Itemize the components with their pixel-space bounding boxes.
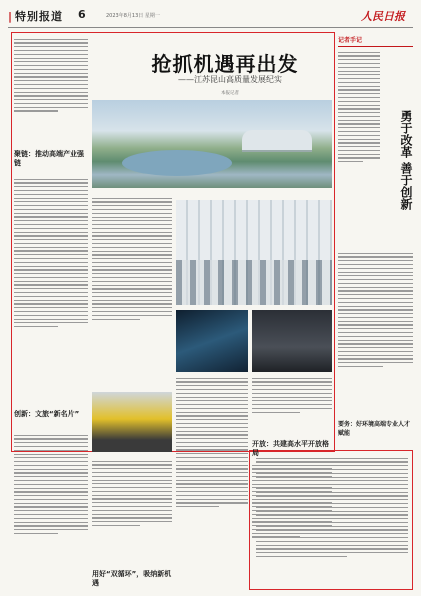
factory-photo xyxy=(176,200,332,305)
text-column-4a xyxy=(338,250,413,440)
page-header xyxy=(8,8,413,26)
section-label: | 特别报道 xyxy=(8,10,64,23)
text-column-1c xyxy=(14,432,88,587)
subsection-title-5: 要务：好环境高端专业人才赋能 xyxy=(338,421,411,437)
subsection-title-4: 开放：共建高水平开放格局 xyxy=(252,440,329,457)
server-room-photo xyxy=(176,310,248,372)
commentary-column-title: 记者手记 xyxy=(338,35,413,47)
page-number: 6 xyxy=(78,8,86,21)
article-headline: 抢抓机遇再出发 xyxy=(151,52,299,76)
aerial-photo xyxy=(92,100,332,188)
commentary-text xyxy=(338,49,380,239)
header-rule xyxy=(8,27,413,28)
text-column-3a xyxy=(176,375,248,585)
masthead: 人民日报 xyxy=(361,10,405,23)
subsection-title-2: 用好“双循环”，吸纳新机遇 xyxy=(92,570,172,587)
article-subhead: ——江苏昆山高质量发展纪实 xyxy=(178,75,282,84)
text-column-4b xyxy=(256,455,408,585)
subsection-title-1: 聚链：推动高端产业强链 xyxy=(14,150,84,167)
lab-photo xyxy=(252,310,332,372)
building-shape xyxy=(242,130,312,150)
text-column-2a xyxy=(92,195,172,387)
text-column-1b xyxy=(14,176,88,401)
subsection-title-3: 创新：文旅“新名片” xyxy=(14,410,80,418)
machinery-photo xyxy=(92,392,172,452)
lake-shape xyxy=(122,150,232,176)
text-column-3b xyxy=(252,375,332,437)
article-byline: 本报记者 xyxy=(221,91,239,96)
text-column-1a xyxy=(14,36,88,146)
text-column-2b xyxy=(92,458,172,568)
commentary-title: 勇于改革 善于创新 xyxy=(399,110,413,211)
date-line: 2023年8月13日 星期一 xyxy=(106,13,160,19)
